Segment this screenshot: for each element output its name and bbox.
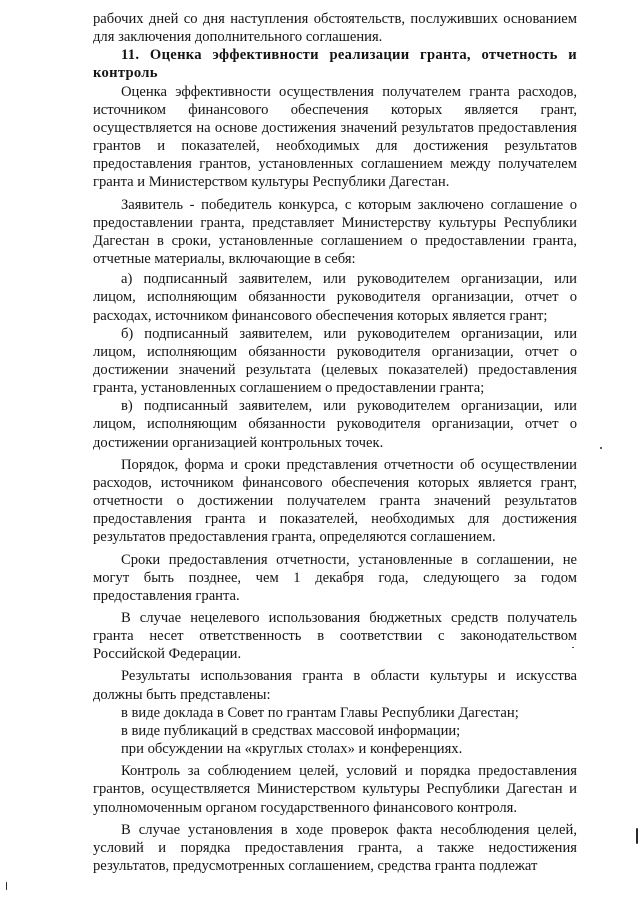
paragraph-misuse-liability: В случае нецелевого использования бюджетных средств получатель гранта несет ответственность в соответствии с законодательством Российской Федерации.	[93, 610, 577, 663]
paragraph-reporting-deadline: Сроки предоставления отчетности, установленные в соглашении, не могут быть позднее, чем 1 декабря года, следующего за годом предоставления гранта.	[93, 551, 577, 604]
intro-tail-text: рабочих дней со дня наступления обстоятельств, послуживших основанием для заключения дополнительного соглашения.	[93, 11, 577, 46]
document-page	[93, 10, 577, 875]
list-item-report-council: в виде доклада в Совет по грантам Главы Республики Дагестан;	[121, 704, 519, 721]
scan-speck	[636, 828, 638, 844]
list-item-media-publications: в виде публикаций в средствах массовой информации;	[121, 722, 461, 739]
list-item-b: б) подписанный заявителем, или руководителем организации, или лицом, исполняющим обязанности руководителя организации, отчет о достижении значений результата (целевых показателей) предоставления гранта, установленных соглашением о предоставлении гранта;	[93, 325, 577, 397]
list-item-round-tables: при обсуждении на «круглых столах» и конференциях.	[121, 741, 463, 758]
section-heading: 11. Оценка эффективности реализации гранта, отчетность и контроль	[93, 47, 577, 82]
paragraph-results-presentation: Результаты использования гранта в области культуры и искусства должны быть представлены:	[93, 668, 577, 703]
list-item-c: в) подписанный заявителем, или руководителем организации, или лицом, исполняющим обязанности руководителя организации, отчет о достижении организацией контрольных точек.	[93, 398, 577, 451]
paragraph-control: Контроль за соблюдением целей, условий и порядка предоставления грантов, осуществляется Министерством культуры Республики Дагестан и уполномоченным органом государственного финансового контроля.	[93, 763, 577, 816]
scan-speck	[6, 882, 7, 890]
paragraph-violations: В случае установления в ходе проверок факта несоблюдения целей, условий и порядка предоставления гранта, а также недостижения результатов, предусмотренных соглашением, средства гранта подлежат	[93, 821, 577, 875]
list-item-a: а) подписанный заявителем, или руководителем организации, или лицом, исполняющим обязанности руководителя организации, отчет о расходах, источником финансового обеспечения которых является грант;	[93, 271, 577, 324]
paragraph-efficiency-assessment: Оценка эффективности осуществления получателем гранта расходов, источником финансового обеспечения которых является грант, осуществляется на основе достижения значений результатов предоставления грантов и показателей, необходимых для достижения результатов предоставления грантов, установленных соглашением между получателем гранта и Министерством культуры Республики Дагестан.	[93, 83, 577, 191]
scan-speck	[600, 447, 602, 449]
paragraph-reporting-procedure: Порядок, форма и сроки представления отчетности об осуществлении расходов, источником финансового обеспечения которых является грант, отчетности о достижении получателем гранта значений результатов предоставления гранта и показателей, необходимых для достижения результатов предоставления гранта, определяются соглашением.	[93, 456, 577, 546]
scan-speck	[572, 647, 574, 648]
paragraph-winner-reporting: Заявитель - победитель конкурса, с которым заключено соглашение о предоставлении гранта, представляет Министерству культуры Республики Дагестан в сроки, установленные соглашением о предоставлении гранта, отчетные материалы, включающие в себя:	[93, 196, 577, 268]
